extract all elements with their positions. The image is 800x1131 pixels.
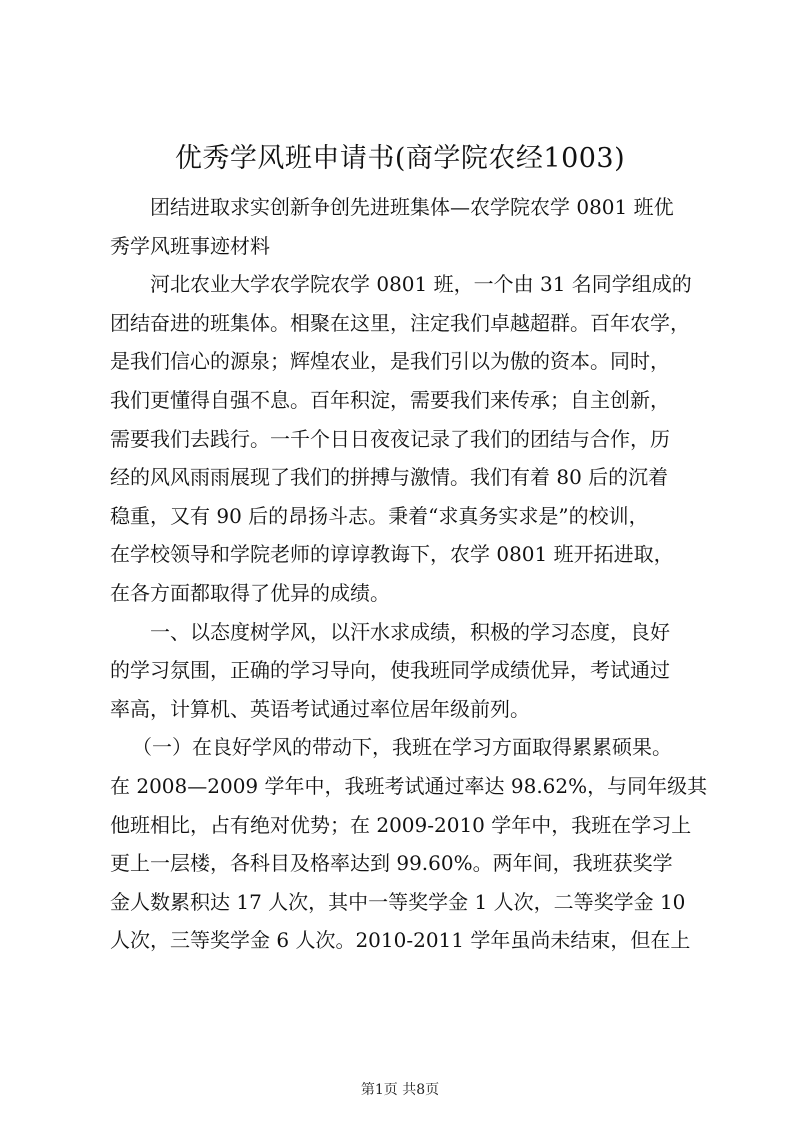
paragraph-heading-subtitle xyxy=(110,188,700,265)
text-line: （一）在良好学风的带动下，我班在学习方面取得累累硕果。 xyxy=(132,735,672,760)
text-line: 他班相比，占有绝对优势；在 2009-2010 学年中，我班在学习上 xyxy=(110,812,692,837)
text-line: 人次，三等奖学金 6 人次。2010-2011 学年虽尚未结束，但在上 xyxy=(110,928,691,953)
paragraph-subsection-one xyxy=(110,728,708,960)
text-line: 金人数累积达 17 人次，其中一等奖学金 1 人次，二等奖学金 10 xyxy=(110,889,686,914)
paragraph-section-one xyxy=(110,613,700,729)
paragraph-intro xyxy=(110,265,700,612)
text-line: 在学校领导和学院老师的谆谆教诲下，农学 0801 班开拓进取， xyxy=(110,542,674,567)
document-body xyxy=(110,188,708,960)
text-line: 率高，计算机、英语考试通过率位居年级前列。 xyxy=(110,696,530,721)
text-line: 需要我们去践行。一千个日日夜夜记录了我们的团结与合作，历 xyxy=(110,426,670,451)
text-line: 经的风风雨雨展现了我们的拼搏与激情。我们有着 80 后的沉着 xyxy=(110,465,669,490)
text-line: 是我们信心的源泉；辉煌农业，是我们引以为傲的资本。同时， xyxy=(110,349,670,374)
text-line: 河北农业大学农学院农学 0801 班，一个由 31 名同学组成的 xyxy=(150,272,692,297)
text-line: 稳重，又有 90 后的昂扬斗志。秉着“求真务实求是”的校训， xyxy=(110,503,649,528)
text-line: 在 2008—2009 学年中，我班考试通过率达 98.62%，与同年级其 xyxy=(110,773,708,798)
text-line: 团结进取求实创新争创先进班集体—农学院农学 0801 班优 xyxy=(150,195,674,219)
text-line: 的学习氛围，正确的学习导向，使我班同学成绩优异，考试通过 xyxy=(110,658,670,683)
page-number: 第1页 共8页 xyxy=(360,1082,440,1098)
text-line: 一、以态度树学风，以汗水求成绩，积极的学习态度，良好 xyxy=(150,619,670,644)
document-title: 优秀学风班申请书(商学院农经1003) xyxy=(174,143,626,174)
text-line: 在各方面都取得了优异的成绩。 xyxy=(110,580,390,605)
text-line: 我们更懂得自强不息。百年积淀，需要我们来传承；自主创新， xyxy=(110,387,670,412)
text-line: 秀学风班事迹材料 xyxy=(110,233,270,258)
text-line: 团结奋进的班集体。相聚在这里，注定我们卓越超群。百年农学， xyxy=(110,310,690,335)
text-line: 更上一层楼，各科目及格率达到 99.60%。两年间，我班获奖学 xyxy=(110,851,673,876)
